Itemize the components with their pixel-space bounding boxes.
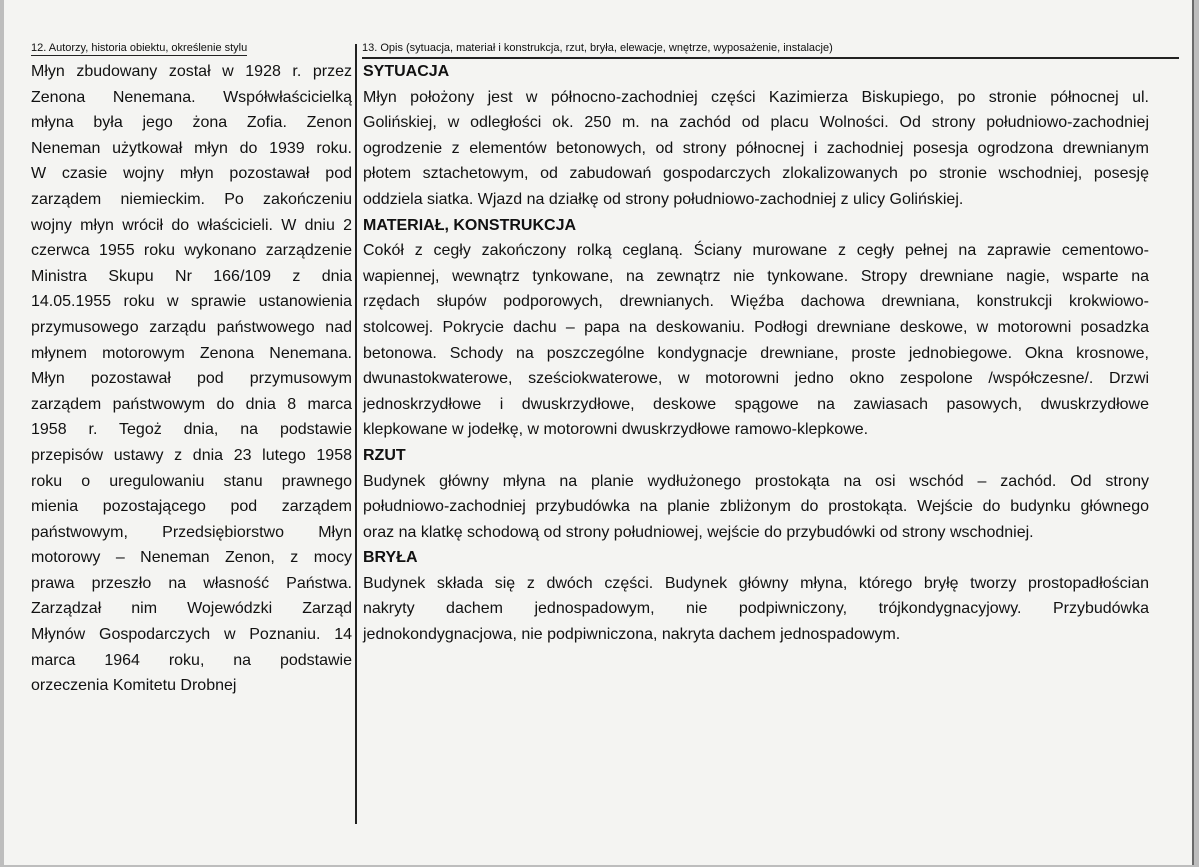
description-line: oddziela siatka. Wjazd na działkę od strony południowo-zachodniej z ulicy Golińskiej. [363,190,964,208]
history-line: Ministra Skupu Nr 166/109 z dnia [31,267,352,285]
description-line: Budynek główny młyna na planie wydłużonego prostokąta na osi wschód – zachód. Od strony [363,472,1149,490]
description-line: jednokondygnacjowa, nie podpiwniczona, nakryta dachem jednospadowym. [363,626,901,644]
section-heading: RZUT [363,446,406,464]
description-line: południowo-zachodniej przybudówka na planie zbliżonym do prostokąta. Wejście do budynku głównego [363,498,1149,516]
section-heading: MATERIAŁ, KONSTRUKCJA [363,216,577,234]
history-line: Młynów Gospodarczych w Poznaniu. 14 [31,626,352,644]
history-line: młynem motorowym Zenona Nenemana. [31,344,352,362]
history-line: przepisów ustawy z dnia 23 lutego 1958 [31,446,352,464]
history-line: Zarządzał nim Wojewódzki Zarząd [31,600,352,618]
history-line: Neneman użytkował młyn do 1939 roku. [31,139,352,157]
description-line: Golińskiej, w odległości ok. 250 m. na zachód od placu Wolności. Od strony południowo-zachodniej [363,114,1149,132]
description-line: nakryty dachem jednospadowym, nie podpiwniczony, trójkondygnacyjowy. Przybudówka [363,600,1149,618]
description-line: Młyn położony jest w północno-zachodniej części Kazimierza Biskupiego, po stronie północnej ul. [363,88,1149,106]
description-line: płotem sztachetowym, od zabudowań gospodarczych zlokalizowanych po stronie wschodniej, posesję [363,165,1149,183]
section-12-header: 12. Autorzy, historia obiektu, określenie stylu [31,42,248,54]
description-line: oraz na klatkę schodową od strony południowej, wejście do przybudówki od strony wschodniej. [363,523,1034,541]
description-line: betonowa. Schody na poszczególne kondygnacje drewniane, proste jednobiegowe. Okna krosnowe, [363,344,1149,362]
description-line: stolcowej. Pokrycie dachu – papa na deskowaniu. Podłogi drewniane deskowe, w motorowni posadzka [363,318,1149,336]
description-line: dwunastokwaterowe, sześciokwaterowe, w motorowni jedno okno zespolone /współczesne/. Drzwi [363,370,1149,388]
description-line: ogrodzenie z elementów betonowych, od strony północnej i zachodniej posesja ogrodzona drewnianym [363,139,1149,157]
history-line: Młyn zbudowany został w 1928 r. przez [31,63,352,80]
section-heading: SYTUACJA [363,63,450,80]
description-line: wapiennej, wewnątrz tynkowane, na zewnątrz nie tynkowane. Stropy drewniane nagie, wsparte na [363,267,1149,285]
history-line: przymusowego zarządu państwowego nad [31,318,352,336]
history-line: młyna była jego żona Zofia. Zenon [31,114,352,132]
history-line: państwowym, Przedsiębiorstwo Młyn [31,523,352,541]
history-line: zarządem państwowym do dnia 8 marca [31,395,352,413]
history-line: orzeczenia Komitetu Drobnej [31,677,237,695]
history-line: mienia pozostającego pod zarządem [31,498,352,516]
history-line: zarządem niemieckim. Po zakończeniu [31,190,352,208]
section-13-header: 13. Opis (sytuacja, materiał i konstrukcja, rzut, bryła, elewacje, wnętrze, wyposażenie, instalacje) [362,42,833,54]
description-column [363,59,1149,648]
history-line: prawa przeszło na własność Państwa. [31,574,352,592]
history-line: motorowy – Neneman Zenon, z mocy [31,549,352,567]
history-line: wojny młyn wrócił do właścicieli. W dniu 2 [31,216,352,234]
history-line: 1958 r. Tegoż dnia, na podstawie [31,421,352,439]
history-line: czerwca 1955 roku wykonano zarządzenie [31,242,352,260]
description-line: rzędach słupów podporowych, drewnianych. Więźba dachowa drewniana, konstrukcji krokwiowo- [363,293,1149,311]
history-line: W czasie wojny młyn pozostawał pod [31,165,352,183]
history-line: 14.05.1955 roku w sprawie ustanowienia [31,293,352,311]
description-line: Cokół z cegły zakończony rolką ceglaną. Ściany murowane z cegły pełnej na zaprawie cementowo- [363,242,1149,260]
section-heading: BRYŁA [363,549,418,567]
history-line: roku o uregulowaniu stanu prawnego [31,472,352,490]
form-sheet [4,0,1194,865]
description-line: jednoskrzydłowe i dwuskrzydłowe, deskowe spągowe na zawiasach pasowych, dwuskrzydłowe [363,395,1149,413]
history-line: marca 1964 roku, na podstawie [31,651,352,669]
description-line: klepkowane w jodełkę, w motorowni dwuskrzydłowe ramowo-klepkowe. [363,421,869,439]
history-line: Zenona Nenemana. Współwłaścicielką [31,88,352,106]
description-line: Budynek składa się z dwóch części. Budynek główny młyna, którego bryłę tworzy prostopadłościan [363,574,1149,592]
history-column [31,59,352,699]
column-divider [355,44,357,824]
history-line: Młyn pozostawał pod przymusowym [31,370,352,388]
